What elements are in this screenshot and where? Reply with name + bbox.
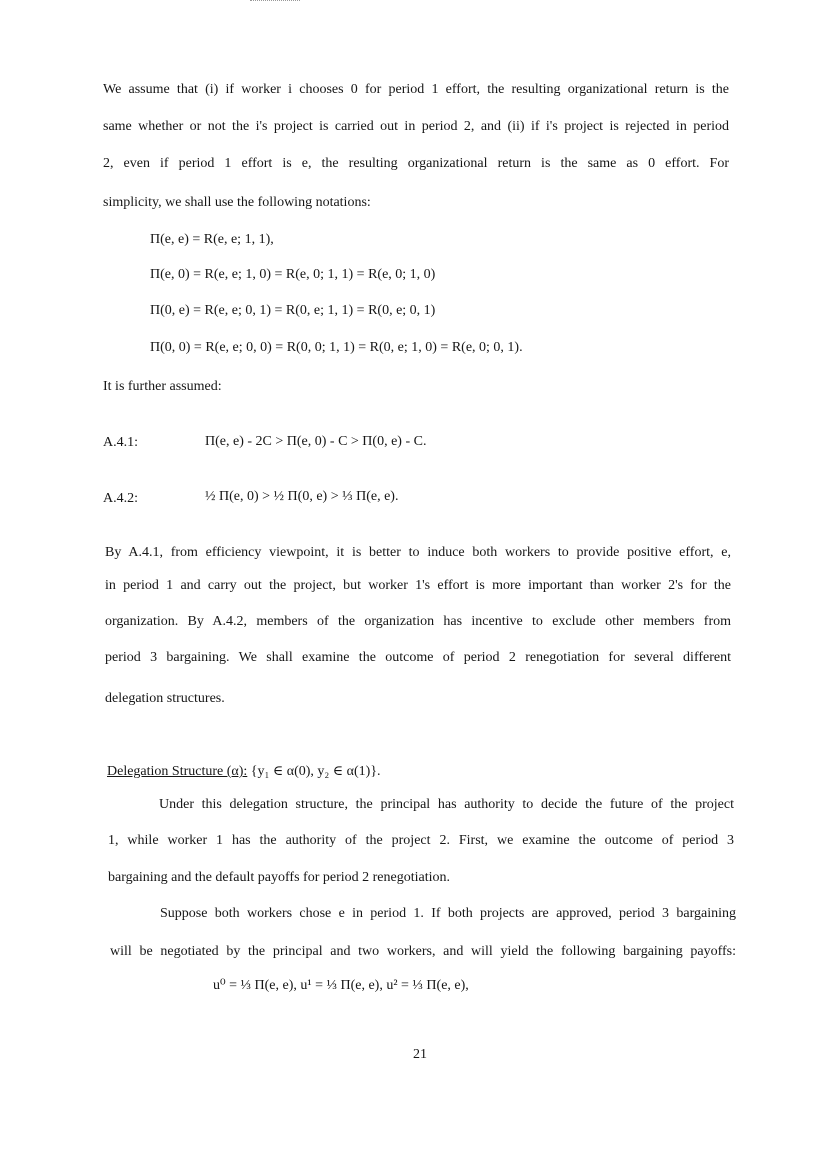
paragraph-line: Under this delegation structure, the principal has authority to decide the future of the project: [159, 797, 734, 812]
notation-equation: Π(0, e) = R(e, e; 0, 1) = R(0, e; 1, 1) = R(0, e; 0, 1): [150, 303, 436, 318]
paragraph-line: same whether or not the i's project is carried out in period 2, and (ii) if i's project is rejected in period: [103, 119, 729, 134]
assumption-label: A.4.2:: [103, 491, 138, 506]
paragraph-line: will be negotiated by the principal and two workers, and will yield the following bargaining payoffs:: [110, 944, 736, 959]
paragraph-line: in period 1 and carry out the project, but worker 1's effort is more important than worker 2's for the: [105, 578, 731, 593]
paragraph-line: simplicity, we shall use the following notations:: [103, 195, 371, 210]
paragraph-line: delegation structures.: [105, 691, 225, 706]
notation-equation: Π(0, 0) = R(e, e; 0, 0) = R(0, 0; 1, 1) = R(0, e; 1, 0) = R(e, 0; 0, 1).: [150, 340, 523, 355]
payoff-equation: u⁰ = ⅓ Π(e, e), u¹ = ⅓ Π(e, e), u² = ⅓ Π(e, e),: [213, 978, 469, 993]
paragraph-line: organization. By A.4.2, members of the organization has incentive to exclude other members from: [105, 614, 731, 629]
assumption-equation: ½ Π(e, 0) > ½ Π(0, e) > ⅓ Π(e, e).: [205, 489, 399, 504]
notation-equation: Π(e, e) = R(e, e; 1, 1),: [150, 232, 274, 247]
section-heading: [107, 763, 381, 781]
notation-equation: Π(e, 0) = R(e, e; 1, 0) = R(e, 0; 1, 1) = R(e, 0; 1, 0): [150, 267, 436, 282]
section-title: Delegation Structure (α):: [107, 764, 248, 779]
scan-artifact: [250, 0, 300, 5]
paragraph-line: bargaining and the default payoffs for period 2 renegotiation.: [108, 870, 450, 885]
paragraph-line: Suppose both workers chose e in period 1. If both projects are approved, period 3 bargaining: [160, 906, 736, 921]
paragraph-line: By A.4.1, from efficiency viewpoint, it is better to induce both workers to provide positive effort, e,: [105, 545, 731, 560]
assumption-equation: Π(e, e) - 2C > Π(e, 0) - C > Π(0, e) - C.: [205, 434, 427, 449]
page-number: 21: [413, 1047, 427, 1062]
assumption-label: A.4.1:: [103, 435, 138, 450]
paragraph-line: 2, even if period 1 effort is e, the resulting organizational return is the same as 0 effort. For: [103, 156, 729, 171]
section-formula: {y₁ ∈ α(0), y₂ ∈ α(1)}.: [250, 764, 381, 779]
paragraph-line: 1, while worker 1 has the authority of the project 2. First, we examine the outcome of period 3: [108, 833, 734, 848]
paragraph-line: We assume that (i) if worker i chooses 0 for period 1 effort, the resulting organizational return is the: [103, 82, 729, 97]
further-assumed-text: It is further assumed:: [103, 379, 222, 394]
paragraph-line: period 3 bargaining. We shall examine the outcome of period 2 renegotiation for several different: [105, 650, 731, 665]
